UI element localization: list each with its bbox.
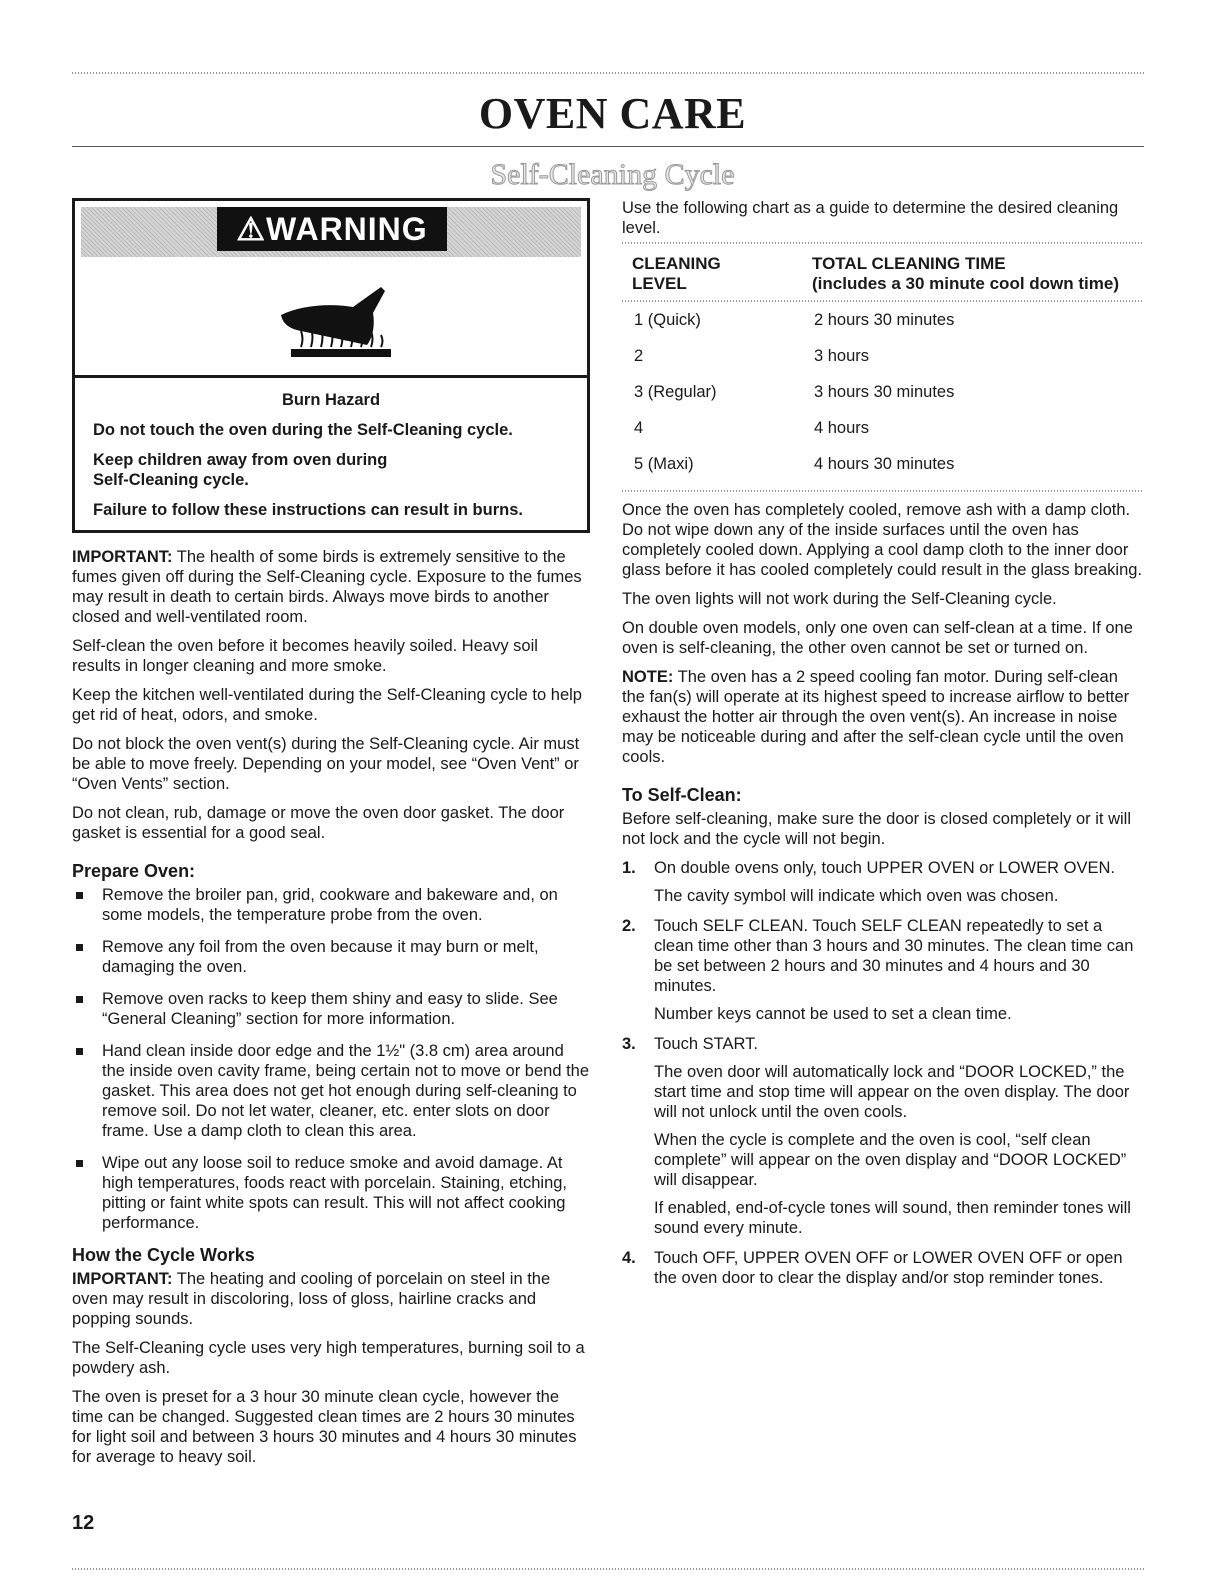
list-item: Remove any foil from the oven because it may burn or melt, damaging the oven. bbox=[72, 937, 590, 977]
warning-box bbox=[72, 198, 590, 533]
warning-triangle-icon: ⚠ bbox=[236, 211, 267, 247]
step-note: If enabled, end-of-cycle tones will sound, then reminder tones will sound every minute. bbox=[654, 1199, 1131, 1237]
paragraph: Self-clean the oven before it becomes heavily soiled. Heavy soil results in longer cleaning and more smoke. bbox=[72, 637, 538, 675]
page-title: OVEN CARE bbox=[478, 89, 747, 138]
paragraph: Do not block the oven vent(s) during the Self-Cleaning cycle. Air must be able to move freely. Depending on your model, see “Oven Vent” or “Oven Vents” section. bbox=[72, 735, 580, 793]
paragraph: Do not clean, rub, damage or move the oven door gasket. The door gasket is essential for a good seal. bbox=[72, 804, 565, 842]
step-note: The cavity symbol will indicate which oven was chosen. bbox=[654, 887, 1059, 905]
table-row bbox=[622, 374, 1144, 410]
step-note: The oven door will automatically lock and “DOOR LOCKED,” the start time and stop time will appear on the oven display. The door will not unlock until the oven cools. bbox=[654, 1063, 1130, 1121]
list-item: Remove oven racks to keep them shiny and easy to slide. See “General Cleaning” section for more information. bbox=[72, 989, 590, 1029]
chart-intro: Use the following chart as a guide to determine the desired cleaning level. bbox=[622, 199, 1119, 237]
section-subtitle: Self-Cleaning Cycle bbox=[490, 158, 735, 191]
table-cell: 3 (Regular) bbox=[634, 383, 717, 401]
table-cell: 2 hours 30 minutes bbox=[814, 311, 955, 329]
burn-hand-icon bbox=[261, 285, 401, 365]
step-item: 1. On double ovens only, touch UPPER OVEN or LOWER OVEN. The cavity symbol will indicate which oven was chosen. bbox=[622, 858, 1144, 906]
right-column bbox=[622, 198, 1144, 1298]
warning-line: Keep children away from oven during Self-Cleaning cycle. bbox=[93, 451, 388, 489]
step-note: When the cycle is complete and the oven is cool, “self clean complete” will appear on the oven display and “DOOR LOCKED” will disappear. bbox=[654, 1131, 1127, 1189]
paragraph: Once the oven has completely cooled, remove ash with a damp cloth. Do not wipe down any of the inside surfaces until the oven has completely cooled down. Applying a cool damp cloth to the inner door glass before it has cooled completely could result in the glass breaking. bbox=[622, 501, 1143, 579]
table-cell: 4 bbox=[634, 419, 644, 437]
title-rule bbox=[72, 146, 1144, 147]
paragraph: On double oven models, only one oven can self-clean at a time. If one oven is self-cleaning, the other oven cannot be set or turned on. bbox=[622, 619, 1133, 657]
self-clean-steps bbox=[622, 858, 1144, 1288]
prepare-oven-list bbox=[72, 885, 590, 1233]
cleaning-level-table bbox=[622, 250, 1144, 482]
left-column bbox=[72, 198, 590, 1476]
column-header: TOTAL CLEANING TIME (includes a 30 minute cool down time) bbox=[812, 254, 1119, 293]
step-item: 3. Touch START. The oven door will automatically lock and “DOOR LOCKED,” the start time and stop time will appear on the oven display. The door will not unlock until the oven cools. When the cycle is complete and the oven is cool, “self clean complete” will appear on the oven display and “DOOR LOCKED” will disappear. If enabled, end-of-cycle tones will sound, then reminder tones will sound every minute. bbox=[622, 1034, 1144, 1238]
list-item: Wipe out any loose soil to reduce smoke and avoid damage. At high temperatures, foods react with porcelain. Staining, etching, pitting or faint white spots can result. This will not affect cooking performance. bbox=[72, 1153, 590, 1233]
warning-title: Burn Hazard bbox=[281, 391, 381, 409]
table-cell: 1 (Quick) bbox=[634, 311, 701, 329]
step-note: Number keys cannot be used to set a clean time. bbox=[654, 1005, 1012, 1023]
list-item: Hand clean inside door edge and the 1½" (3.8 cm) area around the inside oven cavity frame, being certain not to move or bend the gasket. This area does not get hot enough during self-cleaning to remove soil. Do not let water, cleaner, etc. enter slots on door frame. Use a damp cloth to clean this area. bbox=[72, 1041, 590, 1141]
paragraph: Before self-cleaning, make sure the door is closed completely or it will not lock and the cycle will not begin. bbox=[622, 810, 1131, 848]
table-bottom-rule bbox=[622, 490, 1144, 492]
table-cell: 3 hours 30 minutes bbox=[814, 383, 955, 401]
paragraph: The oven lights will not work during the Self-Cleaning cycle. bbox=[622, 590, 1057, 608]
table-cell: 4 hours 30 minutes bbox=[814, 455, 955, 473]
warning-text bbox=[75, 375, 587, 530]
step-item: 2. Touch SELF CLEAN. Touch SELF CLEAN repeatedly to set a clean time other than 3 hours and 30 minutes. The clean time can be set between 2 hours and 30 minutes and 4 hours and 30 minutes. Number keys cannot be used to set a clean time. bbox=[622, 916, 1144, 1024]
paragraph: Keep the kitchen well-ventilated during the Self-Cleaning cycle to help get rid of heat, odors, and smoke. bbox=[72, 686, 582, 724]
table-row bbox=[622, 302, 1144, 338]
page-number: 12 bbox=[72, 1512, 95, 1534]
to-self-clean-heading: To Self-Clean: bbox=[622, 785, 742, 805]
paragraph: The Self-Cleaning cycle uses very high temperatures, burning soil to a powdery ash. bbox=[72, 1339, 585, 1377]
important-paragraph: IMPORTANT: The heating and cooling of porcelain on steel in the oven may result in discoloring, loss of gloss, hairline cracks and popping sounds. bbox=[72, 1270, 551, 1328]
table-cell: 4 hours bbox=[814, 419, 870, 437]
table-row bbox=[622, 338, 1144, 374]
warning-line: Failure to follow these instructions can result in burns. bbox=[93, 501, 523, 519]
warning-line: Do not touch the oven during the Self-Cleaning cycle. bbox=[93, 421, 513, 439]
bottom-dotted-rule bbox=[72, 1568, 1144, 1570]
how-cycle-works-heading: How the Cycle Works bbox=[72, 1245, 255, 1265]
note-paragraph: NOTE: The oven has a 2 speed cooling fan motor. During self-clean the fan(s) will operate at its highest speed to increase airflow to better exhaust the hotter air through the oven vent(s). An increase in noise may be noticeable during and after the self-clean cycle until the oven cools. bbox=[622, 668, 1130, 766]
table-cell: 5 (Maxi) bbox=[634, 455, 694, 473]
prepare-oven-heading: Prepare Oven: bbox=[72, 861, 196, 881]
table-top-rule bbox=[622, 242, 1144, 244]
column-header: CLEANING LEVEL bbox=[632, 254, 721, 293]
paragraph: The oven is preset for a 3 hour 30 minute clean cycle, however the time can be changed. Suggested clean times are 2 hours 30 minutes for light soil and between 3 hours 30 minutes and 4 hours 30 minutes for average to heavy soil. bbox=[72, 1388, 577, 1466]
warning-header bbox=[81, 207, 581, 257]
warning-label: ⚠WARNING bbox=[217, 207, 447, 251]
table-row bbox=[622, 446, 1144, 482]
important-paragraph: IMPORTANT: The health of some birds is extremely sensitive to the fumes given off during the Self-Cleaning cycle. Exposure to the fumes may result in death to certain birds. Always move birds to another closed and well-ventilated room. bbox=[72, 548, 582, 626]
top-dotted-rule bbox=[72, 72, 1144, 74]
list-item: Remove the broiler pan, grid, cookware and bakeware and, on some models, the temperature probe from the oven. bbox=[72, 885, 590, 925]
table-header-row bbox=[622, 250, 1144, 300]
step-item: 4. Touch OFF, UPPER OVEN OFF or LOWER OVEN OFF or open the oven door to clear the display and/or stop reminder tones. bbox=[622, 1249, 1123, 1287]
table-cell: 2 bbox=[634, 347, 644, 365]
table-row bbox=[622, 410, 1144, 446]
table-cell: 3 hours bbox=[814, 347, 870, 365]
